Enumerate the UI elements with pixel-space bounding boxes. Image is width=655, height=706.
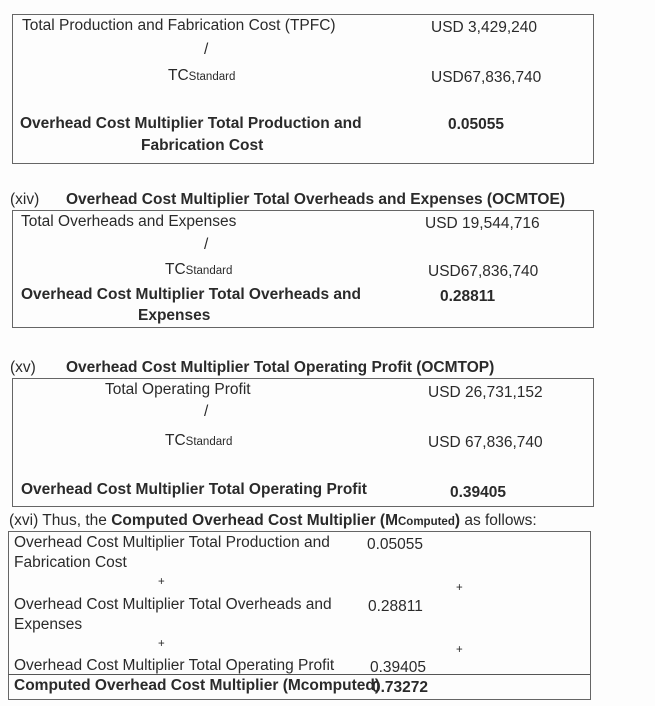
tpfc-result-label: Overhead Cost Multiplier Total Production and (20, 115, 362, 132)
computed-intro (9, 513, 537, 529)
tpfc-result-label-line2: Fabrication Cost (141, 137, 264, 154)
row1-label: Overhead Cost Multiplier Total Production and (14, 534, 330, 551)
top-heading: Overhead Cost Multiplier Total Operating Profit (OCMTOP) (66, 359, 495, 376)
toe-result-label: Overhead Cost Multiplier Total Overheads and (21, 286, 361, 303)
tpfc-denominator-value: USD67,836,740 (431, 69, 542, 86)
tc-label: TC (168, 67, 189, 84)
plus-sign: + (456, 582, 463, 594)
top-numerator-value: USD 26,731,152 (428, 384, 543, 401)
row1-value: 0.05055 (367, 536, 424, 553)
toe-denominator-value: USD67,836,740 (428, 263, 539, 280)
plus-sign: + (456, 644, 463, 656)
divide-sign: / (204, 41, 209, 58)
total-label: Computed Overhead Cost Multiplier (Mcomputed) (14, 677, 380, 694)
row3-value: 0.39405 (370, 659, 427, 676)
intro-close: ) (454, 512, 461, 529)
standard-subscript: Standard (185, 436, 233, 448)
divide-sign: / (204, 236, 209, 253)
top-result-label: Overhead Cost Multiplier Total Operating Profit (21, 481, 367, 498)
toe-numerator-label: Total Overheads and Expenses (21, 213, 237, 230)
row1-label-line2: Fabrication Cost (14, 554, 127, 571)
top-numerator-label: Total Operating Profit (105, 381, 251, 398)
total-divider (8, 674, 590, 675)
top-denominator-value: USD 67,836,740 (428, 434, 543, 451)
row2-value: 0.28811 (368, 598, 423, 615)
total-value: 0.73272 (372, 679, 429, 696)
row2-label-line2: Expenses (14, 616, 83, 633)
toe-result-value: 0.28811 (440, 288, 496, 305)
intro-suffix: as follows: (460, 512, 537, 529)
tc-standard-label (165, 433, 232, 449)
standard-subscript: Standard (185, 265, 233, 277)
tpfc-numerator-value: USD 3,429,240 (431, 19, 537, 36)
toe-result-label-line2: Expenses (138, 307, 211, 324)
top-heading-number: (xv) (10, 359, 36, 376)
tc-standard-label (165, 262, 232, 278)
plus-sign: + (158, 576, 165, 588)
row2-label: Overhead Cost Multiplier Total Overheads and (14, 596, 332, 613)
toe-heading: Overhead Cost Multiplier Total Overheads and Expenses (OCMTOE) (66, 191, 565, 208)
intro-prefix: (xvi) Thus, the (9, 512, 112, 529)
toe-heading-number: (xiv) (10, 191, 40, 208)
standard-subscript: Standard (188, 71, 236, 83)
intro-subscript: Computed (397, 516, 455, 528)
divide-sign: / (204, 403, 209, 420)
plus-sign: + (158, 638, 165, 650)
tpfc-result-value: 0.05055 (448, 116, 505, 133)
tc-standard-label (168, 68, 235, 84)
tc-label: TC (165, 432, 186, 449)
toe-numerator-value: USD 19,544,716 (425, 215, 540, 232)
tpfc-numerator-label: Total Production and Fabrication Cost (TPFC) (22, 17, 336, 34)
row3-label: Overhead Cost Multiplier Total Operating Profit (14, 657, 335, 674)
top-result-value: 0.39405 (450, 484, 507, 501)
tpfc-box (12, 14, 594, 164)
intro-bold: Computed Overhead Cost Multiplier (M (111, 512, 398, 529)
tc-label: TC (165, 261, 186, 278)
